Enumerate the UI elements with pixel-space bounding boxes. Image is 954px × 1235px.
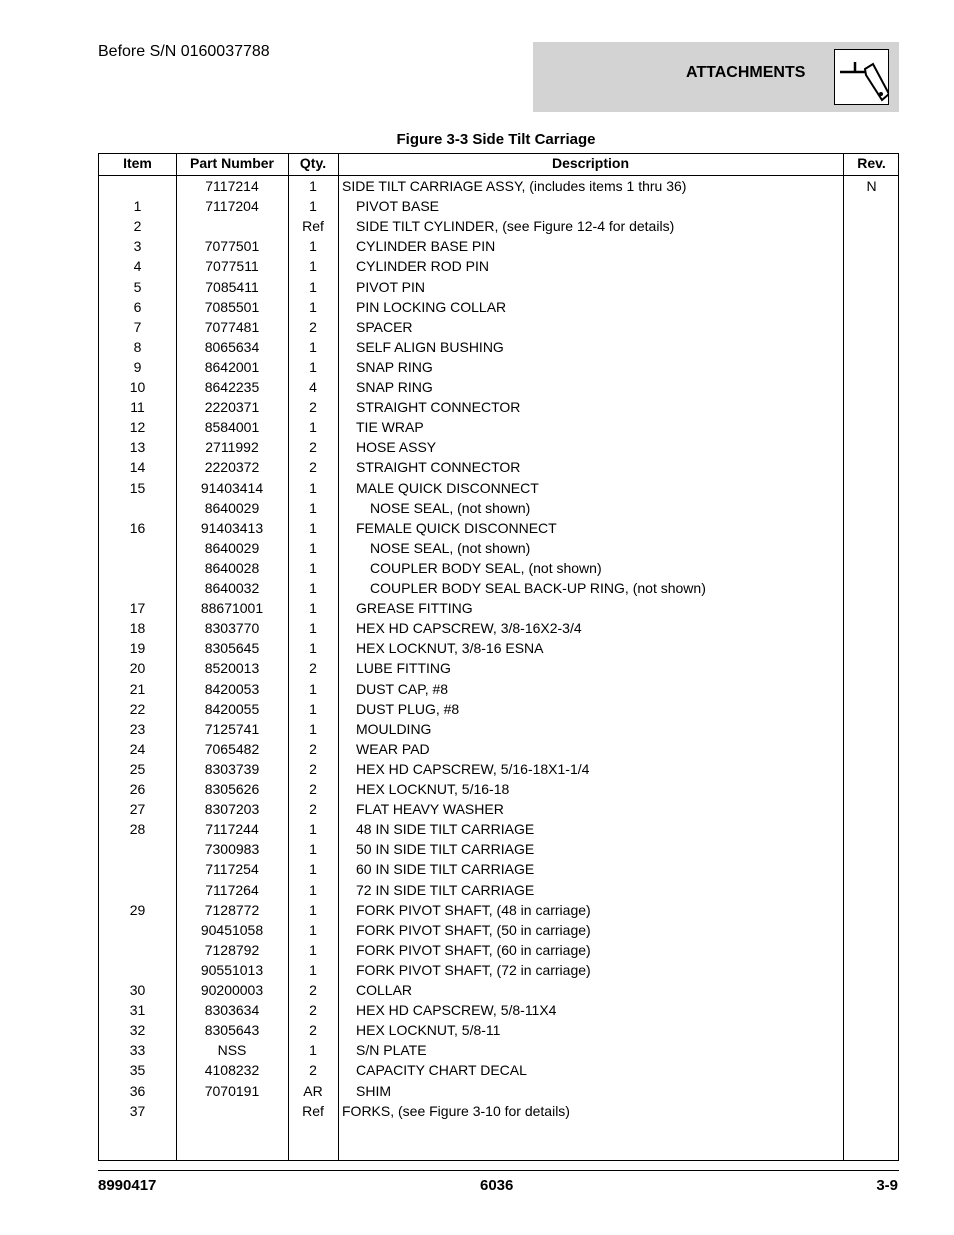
cell-qty: 2 [309,1022,317,1039]
cell-description: HEX HD CAPSCREW, 5/16-18X1-1/4 [356,760,590,777]
cell-item: 35 [129,1062,146,1079]
table-row [99,1060,898,1080]
cell-qty: 2 [309,1002,317,1019]
cell-item: 22 [129,700,146,717]
cell-item: 21 [129,680,146,697]
cell-qty: 1 [309,479,317,496]
cell-description: S/N PLATE [356,1042,427,1059]
cell-item: 28 [129,821,146,838]
cell-qty: 1 [309,901,317,918]
cell-qty: 1 [309,620,317,637]
parts-table [98,153,899,1161]
cell-part-number: 8420055 [204,700,260,717]
cell-part-number: 4108232 [204,1062,260,1079]
cell-qty: AR [303,1082,323,1099]
cell-part-number: 7117244 [205,821,259,838]
cell-qty: 1 [309,198,317,215]
column-header-qty: Qty. [299,155,327,171]
table-row [99,196,898,216]
cell-description: FLAT HEAVY WASHER [356,801,504,818]
table-row [99,518,898,538]
table-row [99,176,898,196]
cell-description: PIVOT BASE [356,198,439,215]
cell-description: GREASE FITTING [356,600,473,617]
column-header-rev: Rev. [857,155,886,171]
cell-item: 10 [129,379,146,395]
cell-qty: 1 [309,821,317,838]
cell-description: STRAIGHT CONNECTOR [356,399,521,416]
cell-description: SNAP RING [356,379,433,395]
cell-qty: 1 [309,178,317,194]
table-row [99,538,898,558]
cell-item: 36 [129,1082,146,1099]
table-row [99,357,898,377]
cell-description: TIE WRAP [356,419,424,436]
cell-part-number: 7117254 [205,861,259,878]
table-row [99,799,898,819]
cell-qty: 1 [309,499,317,516]
table-row [99,236,898,256]
cell-item: 3 [133,238,142,255]
cell-part-number: 8065634 [204,338,260,355]
cell-description: PIVOT PIN [356,278,425,295]
cell-qty: 1 [309,961,317,978]
cell-part-number: 88671001 [200,600,264,617]
cell-part-number: 7128772 [204,901,260,918]
footer-doc-number: 8990417 [98,1177,157,1194]
column-header-item: Item [123,155,152,171]
cell-description: NOSE SEAL, (not shown) [370,499,531,516]
cell-description: HEX LOCKNUT, 3/8-16 ESNA [356,640,544,657]
cell-qty: 1 [309,680,317,697]
figure-title: Figure 3-3 Side Tilt Carriage [396,131,596,148]
cell-part-number: 7070191 [204,1082,260,1099]
cell-part-number: 7077511 [205,258,259,275]
cell-description: 50 IN SIDE TILT CARRIAGE [356,841,535,858]
cell-qty: 1 [309,519,317,536]
cell-qty: 4 [309,379,317,395]
cell-part-number: 8305645 [204,640,260,657]
cell-part-number: 7117214 [205,178,259,194]
table-row [99,880,898,900]
cell-part-number: 8640028 [204,559,260,576]
table-row [99,498,898,518]
serial-note: Before S/N 0160037788 [98,43,270,60]
cell-description: FORKS, (see Figure 3-10 for details) [342,1102,570,1119]
table-row [99,759,898,779]
table-row [99,618,898,638]
cell-rev: N [866,178,877,194]
cell-item: 23 [129,720,146,737]
cell-item: 16 [129,519,146,536]
table-row [99,1020,898,1040]
cell-part-number: 2711992 [205,439,259,456]
cell-description: MOULDING [356,720,432,737]
cell-part-number: 7117264 [205,881,259,898]
cell-item: 24 [129,740,146,757]
cell-qty: 1 [309,861,317,878]
cell-part-number: 7117204 [205,198,259,215]
table-row [99,960,898,980]
cell-qty: 1 [309,539,317,556]
cell-part-number: 7125741 [204,720,260,737]
cell-part-number: 7077481 [204,318,260,335]
cell-description: SNAP RING [356,358,433,375]
cell-qty: 1 [309,559,317,576]
cell-qty: 2 [309,318,317,335]
cell-part-number: 7085411 [205,278,259,295]
table-row [99,638,898,658]
table-row [99,417,898,437]
cell-part-number: 8584001 [204,419,260,436]
cell-qty: 2 [309,439,317,456]
cell-part-number: 8640032 [204,580,260,596]
table-row [99,900,898,920]
cell-qty: 1 [309,258,317,275]
table-row [99,457,898,477]
table-row [99,1101,898,1121]
table-row [99,297,898,317]
table-row [99,1040,898,1060]
cell-part-number: 7065482 [204,740,260,757]
cell-item: 33 [129,1042,146,1059]
cell-part-number: 2220372 [204,459,260,476]
cell-description: FEMALE QUICK DISCONNECT [356,519,557,536]
table-row [99,719,898,739]
cell-qty: 2 [309,982,317,998]
footer-model: 6036 [480,1177,514,1194]
cell-part-number: 8303739 [204,760,260,777]
cell-description: HEX HD CAPSCREW, 3/8-16X2-3/4 [356,620,582,637]
table-row [99,277,898,297]
cell-qty: 1 [309,358,317,375]
cell-description: STRAIGHT CONNECTOR [356,459,521,476]
table-row [99,920,898,940]
cell-qty: 2 [309,660,317,677]
cell-item: 4 [133,258,142,275]
section-title: ATTACHMENTS [686,64,806,81]
cell-item: 14 [129,459,146,476]
table-row [99,317,898,337]
column-header-part-number: Part Number [189,155,275,171]
cell-description: PIN LOCKING COLLAR [356,298,507,315]
cell-description: SIDE TILT CYLINDER, (see Figure 12-4 for details) [356,218,675,235]
cell-part-number: 8420053 [204,680,260,697]
cell-part-number: 8640029 [204,499,260,516]
cell-qty: 1 [309,278,317,295]
cell-part-number: 91403413 [200,519,264,536]
cell-item: 6 [133,298,142,315]
table-row [99,679,898,699]
table-row [99,216,898,236]
table-row [99,739,898,759]
cell-item: 30 [129,982,146,998]
footer-page-number: 3-9 [876,1177,898,1194]
table-row [99,940,898,960]
cell-description: FORK PIVOT SHAFT, (60 in carriage) [356,941,591,958]
cell-part-number: 8520013 [204,660,260,677]
cell-description: SIDE TILT CARRIAGE ASSY, (includes items 1 thru 36) [342,178,687,194]
cell-description: MALE QUICK DISCONNECT [356,479,539,496]
cell-item: 27 [129,801,146,818]
cell-item: 25 [129,760,146,777]
table-row [99,980,898,1000]
cell-description: COUPLER BODY SEAL, (not shown) [370,559,602,576]
cell-qty: 2 [309,801,317,818]
cell-description: WEAR PAD [356,740,430,757]
table-row [99,779,898,799]
cell-description: HEX LOCKNUT, 5/16-18 [356,781,510,797]
cell-part-number: 90451058 [200,921,264,938]
cell-item: 20 [129,660,146,677]
table-row [99,256,898,276]
cell-description: 60 IN SIDE TILT CARRIAGE [356,861,535,878]
cell-item: 37 [129,1102,146,1119]
table-row [99,598,898,618]
cell-item: 11 [130,399,145,416]
cell-part-number: 7128792 [204,941,260,958]
cell-qty: 1 [309,700,317,717]
table-row [99,478,898,498]
cell-part-number: 8305643 [204,1022,260,1039]
cell-qty: 1 [309,600,317,617]
cell-qty: 1 [309,941,317,958]
cell-qty: 2 [309,399,317,416]
cell-description: DUST PLUG, #8 [356,700,460,717]
cell-item: 9 [133,358,142,375]
cell-part-number: 8303634 [204,1002,260,1019]
cell-qty: 1 [309,640,317,657]
wrench-tool-icon [834,49,889,105]
cell-description: 72 IN SIDE TILT CARRIAGE [356,881,535,898]
cell-qty: 1 [309,419,317,436]
cell-part-number: 7085501 [204,298,260,315]
cell-description: CYLINDER BASE PIN [356,238,496,255]
cell-item: 8 [133,338,142,355]
cell-part-number: 8642235 [204,379,260,395]
table-row [99,859,898,879]
cell-part-number: 2220371 [204,399,260,416]
cell-item: 12 [129,419,146,436]
cell-part-number: 91403414 [200,479,264,496]
cell-description: COLLAR [356,982,413,998]
footer-rule [98,1170,899,1171]
cell-qty: 1 [309,338,317,355]
cell-qty: Ref [302,218,324,235]
cell-item: 26 [129,781,146,797]
cell-part-number: 90200003 [200,982,264,998]
cell-item: 7 [133,318,142,335]
cell-qty: 2 [309,781,317,797]
cell-item: 18 [129,620,146,637]
cell-description: 48 IN SIDE TILT CARRIAGE [356,821,535,838]
cell-item: 17 [129,600,146,617]
cell-item: 19 [129,640,146,657]
cell-item: 31 [129,1002,146,1019]
cell-description: SELF ALIGN BUSHING [356,338,504,355]
column-header-description: Description [551,155,629,171]
cell-qty: 1 [309,580,317,596]
table-row [99,699,898,719]
cell-qty: 2 [309,760,317,777]
cell-item: 1 [133,198,142,215]
cell-qty: 2 [309,740,317,757]
cell-qty: 2 [309,459,317,476]
cell-qty: 1 [309,298,317,315]
cell-description: FORK PIVOT SHAFT, (48 in carriage) [356,901,591,918]
cell-part-number: NSS [217,1042,247,1059]
cell-description: LUBE FITTING [356,660,451,677]
cell-part-number: 7077501 [204,238,260,255]
cell-item: 29 [129,901,146,918]
table-row [99,1000,898,1020]
table-row [99,839,898,859]
cell-qty: 1 [309,881,317,898]
cell-item: 15 [129,479,146,496]
cell-part-number: 90551013 [200,961,264,978]
cell-description: HEX LOCKNUT, 5/8-11 [356,1022,501,1039]
cell-part-number: 8640029 [204,539,260,556]
cell-description: HEX HD CAPSCREW, 5/8-11X4 [356,1002,557,1019]
cell-description: COUPLER BODY SEAL BACK-UP RING, (not shown) [370,580,706,596]
table-row [99,658,898,678]
table-row [99,437,898,457]
cell-item: 2 [133,218,142,235]
cell-description: HOSE ASSY [356,439,437,456]
cell-part-number: 7300983 [204,841,260,858]
table-row [99,1081,898,1101]
cell-description: CYLINDER ROD PIN [356,258,490,275]
cell-qty: 1 [309,720,317,737]
cell-description: NOSE SEAL, (not shown) [370,539,531,556]
cell-qty: 1 [309,841,317,858]
cell-description: DUST CAP, #8 [356,680,449,697]
cell-qty: 1 [309,238,317,255]
table-row [99,558,898,578]
cell-qty: Ref [302,1102,324,1119]
cell-qty: 2 [309,1062,317,1079]
table-row [99,377,898,397]
cell-description: CAPACITY CHART DECAL [356,1062,527,1079]
cell-item: 5 [133,278,142,295]
cell-description: SHIM [356,1082,391,1099]
table-row [99,578,898,598]
cell-qty: 1 [309,921,317,938]
table-row [99,819,898,839]
cell-qty: 1 [309,1042,317,1059]
cell-description: FORK PIVOT SHAFT, (50 in carriage) [356,921,591,938]
cell-part-number: 8642001 [204,358,260,375]
cell-item: 32 [129,1022,146,1039]
table-row [99,397,898,417]
cell-part-number: 8305626 [204,781,260,797]
cell-description: SPACER [356,318,413,335]
cell-item: 13 [129,439,146,456]
table-row [99,337,898,357]
cell-description: FORK PIVOT SHAFT, (72 in carriage) [356,961,591,978]
cell-part-number: 8303770 [204,620,260,637]
cell-part-number: 8307203 [204,801,260,818]
